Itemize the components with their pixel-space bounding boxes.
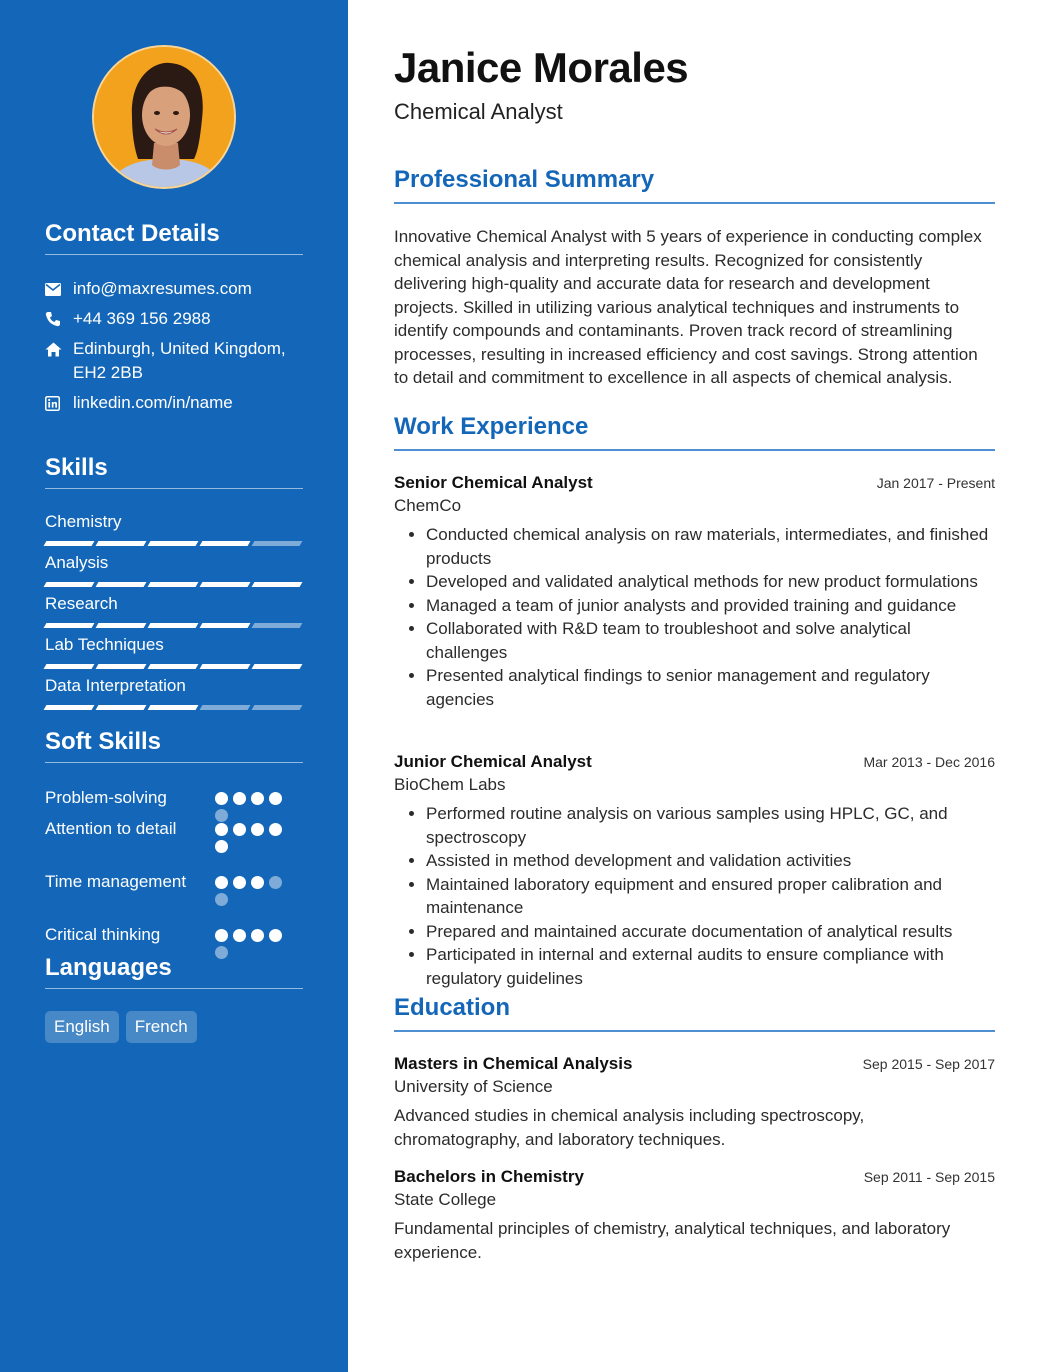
rating-dot	[269, 823, 282, 836]
job-bullets	[394, 523, 995, 711]
education-entry	[394, 1167, 995, 1265]
education-date: Sep 2011 - Sep 2015	[863, 1169, 995, 1185]
rating-dot	[251, 823, 264, 836]
skill-level-segment	[252, 664, 303, 669]
skill-level-bar	[45, 582, 303, 587]
job-bullet: • Participated in internal and external audits to ensure compliance with regulatory guidelines	[426, 943, 995, 990]
job-entry	[394, 473, 995, 711]
soft-skill-name: Problem-solving	[45, 788, 167, 807]
skill-level-bar	[45, 623, 303, 628]
phone-icon	[45, 307, 73, 331]
rating-dot	[233, 929, 246, 942]
contact-linkedin[interactable]	[45, 391, 303, 415]
contact-phone[interactable]	[45, 307, 303, 331]
skill-level-segment	[252, 541, 303, 546]
contact-address-text: Edinburgh, United Kingdom, EH2 2BB	[73, 339, 286, 382]
rating-dot	[215, 840, 228, 853]
job-bullet: • Presented analytical findings to senior management and regulatory agencies	[426, 664, 995, 711]
rating-dot	[215, 876, 228, 889]
rating-dot	[251, 792, 264, 805]
experience-title: Work Experience	[394, 413, 995, 451]
skill-level-segment	[200, 664, 251, 669]
rating-dot	[269, 929, 282, 942]
skill-level-segment	[148, 582, 199, 587]
job-title: Junior Chemical Analyst	[394, 752, 592, 771]
rating-dot	[215, 893, 228, 906]
job-header	[394, 473, 995, 493]
education-entry	[394, 1054, 995, 1152]
job-bullet: • Developed and validated analytical methods for new product formulations	[426, 570, 995, 594]
skill-level-segment	[252, 705, 303, 710]
skill-level-segment	[44, 623, 95, 628]
language-tag: French	[126, 1011, 197, 1043]
education-header	[394, 1167, 995, 1187]
skill-name: Analysis	[45, 553, 109, 572]
soft-skills-title: Soft Skills	[45, 728, 303, 763]
languages-section	[45, 954, 303, 1043]
job-entry	[394, 752, 995, 990]
skill-name: Lab Techniques	[45, 635, 164, 654]
skill-name: Research	[45, 594, 118, 613]
avatar	[92, 45, 236, 189]
skill-level-segment	[44, 705, 95, 710]
skill-level-segment	[44, 541, 95, 546]
rating-dot	[269, 876, 282, 889]
job-bullet: • Collaborated with R&D team to troubleshoot and solve analytical challenges	[426, 617, 995, 664]
contact-address	[45, 337, 303, 385]
rating-dot	[215, 792, 228, 805]
contact-email[interactable]	[45, 277, 303, 301]
job-bullet: • Conducted chemical analysis on raw materials, intermediates, and finished products	[426, 523, 995, 570]
skill-level-segment	[96, 664, 147, 669]
job-bullet: • Performed routine analysis on various samples using HPLC, GC, and spectroscopy	[426, 802, 995, 849]
candidate-name: Janice Morales	[394, 44, 689, 91]
skills-title: Skills	[45, 454, 303, 489]
job-bullet: • Maintained laboratory equipment and ensured proper calibration and maintenance	[426, 873, 995, 920]
skill-level-bar	[45, 541, 303, 546]
language-tag: English	[45, 1011, 119, 1043]
job-bullet: • Managed a team of junior analysts and provided training and guidance	[426, 594, 995, 618]
soft-skill-item	[45, 870, 303, 923]
job-bullets	[394, 802, 995, 990]
skill-level-segment	[200, 582, 251, 587]
skill-level-segment	[200, 541, 251, 546]
languages-title: Languages	[45, 954, 303, 989]
job-company: ChemCo	[394, 496, 462, 515]
rating-dot	[233, 876, 246, 889]
soft-skills-section	[45, 728, 303, 953]
skill-level-segment	[252, 582, 303, 587]
rating-dot	[215, 929, 228, 942]
job-company: BioChem Labs	[394, 775, 506, 794]
skill-level-segment	[252, 623, 303, 628]
education-title: Education	[394, 994, 995, 1032]
home-icon	[45, 337, 73, 361]
job-bullet: • Prepared and maintained accurate documentation of analytical results	[426, 920, 995, 944]
skill-level-segment	[148, 705, 199, 710]
skill-level-segment	[148, 664, 199, 669]
sidebar	[0, 0, 348, 1372]
skill-level-segment	[200, 623, 251, 628]
skills-section	[45, 454, 303, 716]
education-school: University of Science	[394, 1077, 553, 1096]
rating-dot	[233, 823, 246, 836]
contact-linkedin-text: linkedin.com/in/name	[73, 393, 233, 412]
skill-item	[45, 634, 303, 669]
education-school: State College	[394, 1190, 497, 1209]
skill-level-segment	[96, 623, 147, 628]
skill-level-segment	[44, 664, 95, 669]
soft-skill-rating	[215, 876, 287, 906]
rating-dot	[251, 929, 264, 942]
summary-title: Professional Summary	[394, 166, 995, 204]
skill-name: Data Interpretation	[45, 676, 186, 695]
job-header	[394, 752, 995, 772]
skill-level-segment	[148, 541, 199, 546]
soft-skill-name: Time management	[45, 872, 187, 891]
education-description: Fundamental principles of chemistry, analytical techniques, and laboratory experience.	[394, 1219, 951, 1262]
contact-section	[45, 220, 303, 415]
skill-item	[45, 511, 303, 546]
contact-title: Contact Details	[45, 220, 303, 255]
job-date: Mar 2013 - Dec 2016	[863, 754, 995, 770]
soft-skill-item	[45, 923, 303, 953]
soft-skill-item	[45, 786, 303, 817]
job-title: Senior Chemical Analyst	[394, 473, 593, 492]
skill-level-segment	[96, 705, 147, 710]
contact-phone-text: +44 369 156 2988	[73, 309, 211, 328]
job-date: Jan 2017 - Present	[876, 475, 995, 491]
rating-dot	[251, 876, 264, 889]
skill-level-bar	[45, 705, 303, 710]
skill-name: Chemistry	[45, 512, 122, 531]
linkedin-icon	[45, 391, 73, 415]
skill-item	[45, 552, 303, 587]
soft-skill-name: Critical thinking	[45, 925, 161, 944]
soft-skill-rating	[215, 823, 287, 853]
profile-photo-icon	[94, 47, 236, 189]
education-date: Sep 2015 - Sep 2017	[862, 1056, 995, 1072]
soft-skill-item	[45, 817, 303, 870]
job-bullet: • Assisted in method development and validation activities	[426, 849, 995, 873]
skill-level-segment	[200, 705, 251, 710]
envelope-icon	[45, 277, 73, 301]
education-degree: Bachelors in Chemistry	[394, 1167, 584, 1186]
skill-level-segment	[96, 541, 147, 546]
skill-level-segment	[96, 582, 147, 587]
skill-item	[45, 593, 303, 628]
soft-skill-name: Attention to detail	[45, 819, 177, 838]
skill-level-bar	[45, 664, 303, 669]
rating-dot	[233, 792, 246, 805]
candidate-role: Chemical Analyst	[394, 99, 563, 124]
skill-level-segment	[148, 623, 199, 628]
rating-dot	[269, 792, 282, 805]
skill-item	[45, 675, 303, 710]
rating-dot	[215, 823, 228, 836]
contact-email-text: info@maxresumes.com	[73, 279, 252, 298]
education-degree: Masters in Chemical Analysis	[394, 1054, 633, 1073]
summary-text: Innovative Chemical Analyst with 5 years of experience in conducting complex chemical analysis and interpreting results. Recognized for consistently delivering high-quality and accurate data for research and development projects. Skilled in utilizing various analytical techniques and instruments to identify compounds and contaminants. Proven track record of streamlining processes, resulting in increased efficiency and cost savings. Strong attention to detail and commitment to excellence in all aspects of chemical analysis.	[394, 227, 982, 387]
skill-level-segment	[44, 582, 95, 587]
education-description: Advanced studies in chemical analysis including spectroscopy, chromatography, and laboratory techniques.	[394, 1106, 865, 1149]
education-header	[394, 1054, 995, 1074]
